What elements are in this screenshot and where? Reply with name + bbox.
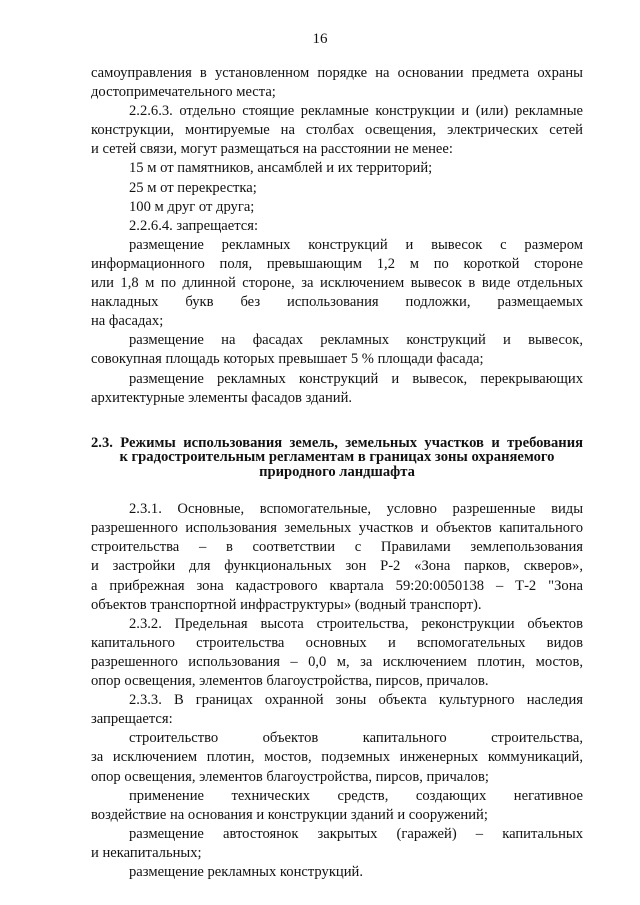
forbidden-item — [91, 825, 583, 863]
text-line: конструкции, монтируемые на столбах освещения, электрических сетей — [91, 122, 583, 139]
text-line: информационного поля, превышающим 1,2 м по короткой стороне — [91, 255, 583, 272]
paragraph-2-3-1 — [91, 500, 583, 615]
text-line: запрещается: — [91, 711, 173, 728]
text-line: 2.3.2. Предельная высота строительства, реконструкции объектов — [129, 615, 583, 632]
text-line: строительства – в соответствии с Правилами землепользования — [91, 539, 583, 556]
paragraph-2-3-3 — [91, 691, 583, 729]
text-line: опор освещения, элементов благоустройства, пирсов, причалов. — [91, 673, 489, 690]
text-line: на фасадах; — [91, 313, 164, 330]
heading-line: природного ландшафта — [259, 463, 415, 480]
heading-line: к градостроительным регламентам в границах зоны охраняемого — [119, 449, 555, 466]
text-line: а прибрежная зона кадастрового квартала 59:20:0050138 – Т-2 "Зона — [91, 577, 583, 594]
prohibited-item — [91, 331, 583, 369]
forbidden-item — [91, 787, 583, 825]
section-heading — [91, 436, 583, 480]
text-line: опор освещения, элементов благоустройства, пирсов, причалов; — [91, 768, 489, 785]
text-line: капитального строительства основных и вспомогательных видов — [91, 634, 583, 651]
text-line: разрешенного использования – 0,0 м, за исключением плотин, мостов, — [91, 653, 583, 670]
document-body — [91, 64, 583, 882]
text-line: и застройки для функциональных зон Р-2 «Зона парков, скверов», — [91, 558, 583, 575]
text-line: объектов транспортной инфраструктуры» (водный транспорт). — [91, 596, 482, 613]
text-line: накладных букв без использования подложки, размещаемых — [91, 294, 583, 311]
text-line: 2.3.3. В границах охранной зоны объекта культурного наследия — [129, 692, 583, 709]
prohibited-item — [91, 370, 583, 408]
text-line: совокупная площадь которых превышает 5 % площади фасада; — [91, 351, 484, 368]
paragraph-2-3-2 — [91, 615, 583, 691]
text-line: и сетей связи, могут размещаться на расстоянии не менее: — [91, 141, 453, 158]
prohibited-item — [91, 236, 583, 331]
distance-item: 100 м друг от друга; — [129, 198, 255, 215]
distance-item: 15 м от памятников, ансамблей и их территорий; — [129, 160, 433, 177]
text-line: достопримечательного места; — [91, 84, 276, 101]
text-line: 2.2.6.3. отдельно стоящие рекламные конструкции и (или) рекламные — [129, 103, 583, 120]
text-line: самоуправления в установленном порядке на основании предмета охраны — [91, 65, 583, 81]
text-line: за исключением плотин, мостов, подземных инженерных коммуникаций, — [91, 749, 583, 766]
text-line: и некапитальных; — [91, 844, 202, 861]
paragraph-2-2-6-4: 2.2.6.4. запрещается: — [129, 217, 259, 234]
forbidden-item — [91, 729, 583, 786]
text-line: архитектурные элементы фасадов зданий. — [91, 389, 353, 406]
text-line: размещение рекламных конструкций и вывесок с размером — [129, 236, 583, 253]
text-line: воздействие на основания и конструкции зданий и сооружений; — [91, 806, 488, 823]
forbidden-item: размещение рекламных конструкций. — [129, 863, 363, 880]
paragraph-continued — [91, 64, 583, 102]
text-line: размещение на фасадах рекламных конструкций и вывесок, — [129, 332, 583, 349]
text-line: размещение автостоянок закрытых (гаражей) – капитальных — [129, 825, 583, 842]
text-line: или 1,8 м по длинной стороне, за исключением вывесок в виде отдельных — [91, 275, 583, 292]
text-line: разрешенного использования земельных участков и объектов капитального — [91, 520, 583, 537]
heading-line: 2.3. Режимы использования земель, земельных участков и требования — [91, 434, 583, 451]
page-number: 16 — [312, 31, 328, 47]
text-line: 2.3.1. Основные, вспомогательные, условно разрешенные виды — [129, 501, 583, 518]
text-line: размещение рекламных конструкций и вывесок, перекрывающих — [129, 370, 583, 387]
text-line: применение технических средств, создающих негативное — [129, 787, 583, 804]
distance-item: 25 м от перекрестка; — [129, 179, 257, 196]
paragraph-2-2-6-3 — [91, 102, 583, 159]
text-line: строительство объектов капитального строительства, — [129, 730, 583, 747]
